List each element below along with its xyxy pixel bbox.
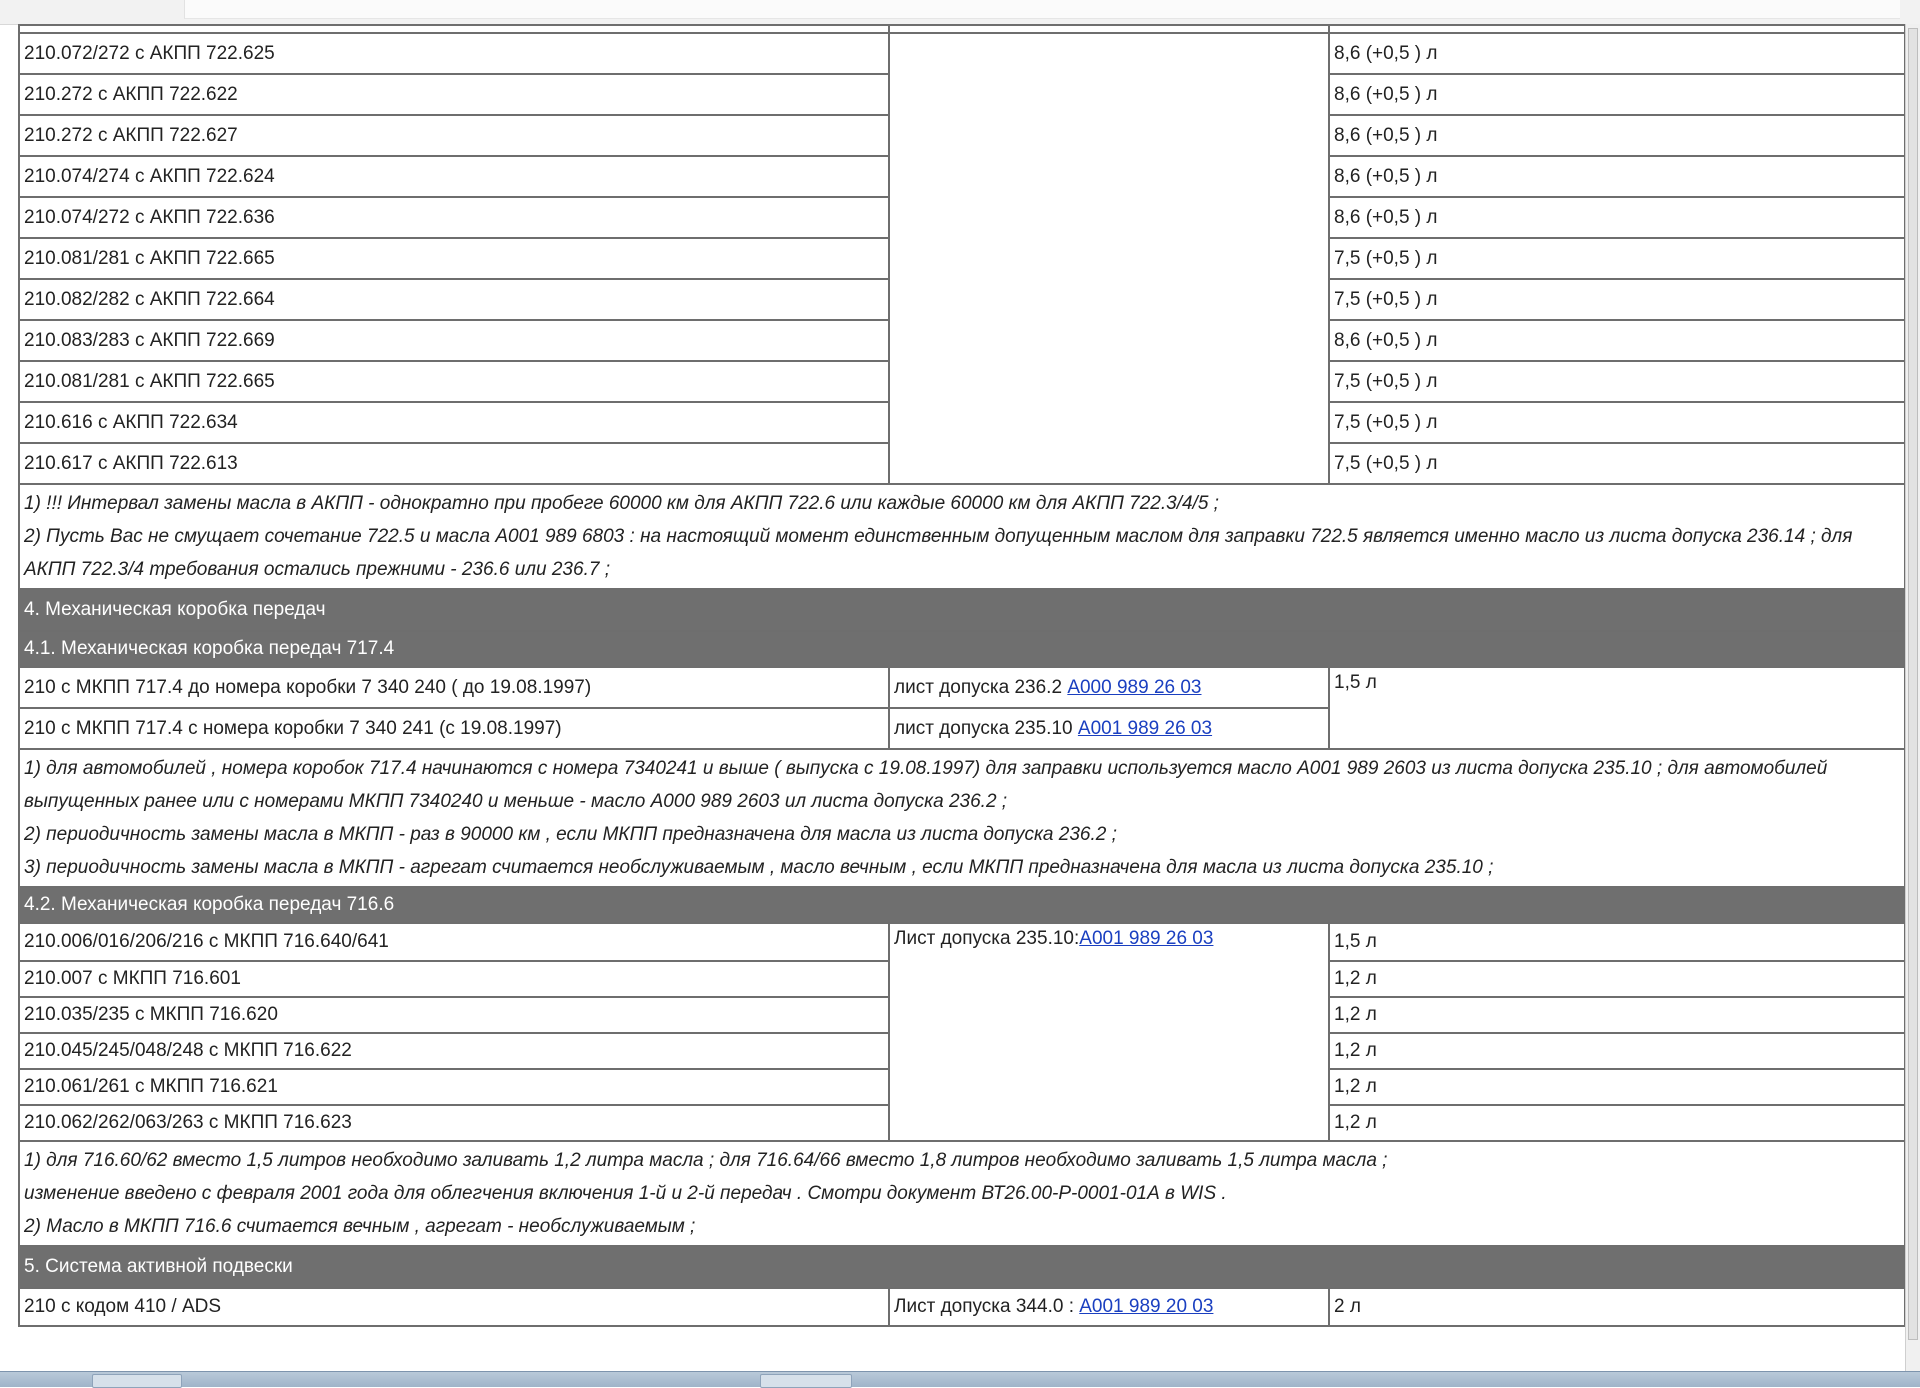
table-row — [19, 667, 1905, 708]
volume-cell: 1,5 л — [1329, 923, 1905, 961]
table-row — [19, 1288, 1905, 1326]
oil-spec-table — [18, 24, 1906, 1327]
approval-label: Лист допуска 235.10: — [894, 928, 1080, 949]
note-line: 2) периодичность замены масла в МКПП - раз в 90000 км , если МКПП предназначена для масла из листа допуска 236.2 ; — [24, 824, 1117, 845]
part-number-link[interactable]: А000 989 26 03 — [1067, 676, 1202, 698]
volume-cell: 1,2 л — [1329, 961, 1905, 997]
volume-cell: 1,2 л — [1329, 997, 1905, 1033]
model-cell: 210.083/283 с АКПП 722.669 — [19, 320, 889, 361]
model-cell: 210.272 с АКПП 722.622 — [19, 74, 889, 115]
section-4-1-title: 4.1. Механическая коробка передач 717.4 — [19, 631, 1905, 667]
model-cell: 210.081/281 с АКПП 722.665 — [19, 361, 889, 402]
approval-cell — [889, 1288, 1329, 1326]
table-row-partial — [19, 25, 1905, 33]
part-number-link[interactable]: А001 989 26 03 — [1077, 717, 1213, 739]
section-5-header-row — [19, 1246, 1905, 1288]
model-cell: 210.074/272 с АКПП 722.636 — [19, 197, 889, 238]
volume-cell: 8,6 (+0,5 ) л — [1329, 33, 1905, 74]
model-cell: 210.006/016/206/216 с МКПП 716.640/641 — [19, 923, 889, 961]
volume-cell: 1,2 л — [1329, 1069, 1905, 1105]
akpp-rows — [19, 33, 1905, 484]
section-4-2-title: 4.2. Механическая коробка передач 716.6 — [19, 887, 1905, 923]
model-cell: 210.062/262/063/263 с МКПП 716.623 — [19, 1105, 889, 1141]
vertical-scrollbar[interactable] — [1905, 24, 1920, 1372]
approval-cell — [889, 923, 1329, 1141]
volume-cell: 7,5 (+0,5 ) л — [1329, 443, 1905, 484]
table-row — [19, 923, 1905, 961]
table-row — [19, 33, 1905, 74]
volume-cell: 8,6 (+0,5 ) л — [1329, 320, 1905, 361]
model-cell: 210.616 с АКПП 722.634 — [19, 402, 889, 443]
section-4-1-notes-row — [19, 749, 1905, 887]
model-cell: 210.617 с АКПП 722.613 — [19, 443, 889, 484]
volume-cell: 8,6 (+0,5 ) л — [1329, 74, 1905, 115]
taskbar-button[interactable] — [760, 1374, 852, 1388]
section-4-2-notes-row — [19, 1141, 1905, 1246]
model-cell: 210 с МКПП 717.4 до номера коробки 7 340 240 ( до 19.08.1997) — [19, 667, 889, 708]
model-cell: 210.272 с АКПП 722.627 — [19, 115, 889, 156]
model-cell: 210 с МКПП 717.4 с номера коробки 7 340 241 (с 19.08.1997) — [19, 708, 889, 749]
akpp-notes — [19, 484, 1905, 589]
note-line: изменение введено с февраля 2001 года для облегчения включения 1-й и 2-й передач . Смотри документ ВТ26.00-Р-0001-01А в WIS . — [24, 1183, 1227, 1204]
part-number-link[interactable]: А001 989 20 03 — [1079, 1296, 1214, 1317]
approval-label: лист допуска 236.2 — [894, 676, 1068, 698]
akpp-notes-row — [19, 484, 1905, 589]
volume-cell: 7,5 (+0,5 ) л — [1329, 402, 1905, 443]
volume-cell: 1,2 л — [1329, 1105, 1905, 1141]
volume-cell: 7,5 (+0,5 ) л — [1329, 238, 1905, 279]
volume-cell: 8,6 (+0,5 ) л — [1329, 156, 1905, 197]
model-cell: 210.074/274 с АКПП 722.624 — [19, 156, 889, 197]
model-cell: 210.035/235 с МКПП 716.620 — [19, 997, 889, 1033]
part-number-link[interactable]: А001 989 26 03 — [1079, 928, 1214, 949]
volume-cell: 2 л — [1329, 1288, 1905, 1326]
model-cell: 210.007 с МКПП 716.601 — [19, 961, 889, 997]
note-line: 2) Пусть Вас не смущает сочетание 722.5 и масла А001 989 6803 : на настоящий момент единственным допущенным маслом для заправки 722.5 является именно масло из листа допуска 236.14 ; для АКПП 722.3/4 требования остались прежними - 236.6 или 236.7 ; — [24, 526, 1853, 580]
page-content — [18, 24, 1904, 1327]
model-cell: 210 с кодом 410 / ADS — [19, 1288, 889, 1326]
scrollbar-thumb[interactable] — [1908, 28, 1918, 1340]
note-line: 1) !!! Интервал замены масла в АКПП - однократно при пробеге 60000 км для АКПП 722.6 или каждые 60000 км для АКПП 722.3/4/5 ; — [24, 493, 1219, 514]
browser-toolbar — [0, 0, 1920, 25]
volume-cell: 7,5 (+0,5 ) л — [1329, 361, 1905, 402]
volume-cell: 7,5 (+0,5 ) л — [1329, 279, 1905, 320]
model-cell: 210.082/282 с АКПП 722.664 — [19, 279, 889, 320]
approval-label: Лист допуска 344.0 : — [894, 1296, 1080, 1317]
address-bar[interactable] — [184, 0, 1900, 19]
taskbar — [0, 1371, 1920, 1387]
section-4-2-header-row — [19, 887, 1905, 923]
volume-cell: 1,5 л — [1329, 667, 1905, 749]
section-4-header-row — [19, 589, 1905, 631]
volume-cell: 8,6 (+0,5 ) л — [1329, 115, 1905, 156]
model-cell: 210.061/261 с МКПП 716.621 — [19, 1069, 889, 1105]
note-line: 2) Масло в МКПП 716.6 считается вечным , агрегат - необслуживаемым ; — [24, 1216, 696, 1237]
approval-cell — [889, 667, 1329, 708]
section-4-1-header-row — [19, 631, 1905, 667]
note-line: 3) периодичность замены масла в МКПП - агрегат считается необслуживаемым , масло вечным , если МКПП предназначена для масла из листа допуска 235.10 ; — [24, 857, 1494, 878]
section-4-title: 4. Механическая коробка передач — [19, 589, 1905, 631]
volume-cell: 8,6 (+0,5 ) л — [1329, 197, 1905, 238]
note-line: 1) для 716.60/62 вместо 1,5 литров необходимо заливать 1,2 литра масла ; для 716.64/66 вместо 1,8 литров необходимо заливать 1,5 литра масла ; — [24, 1150, 1388, 1171]
section-4-1-notes — [19, 749, 1905, 887]
model-cell: 210.081/281 с АКПП 722.665 — [19, 238, 889, 279]
approval-cell — [889, 708, 1329, 749]
section-4-2-notes — [19, 1141, 1905, 1246]
note-line: 1) для автомобилей , номера коробок 717.4 начинаются с номера 7340241 и выше ( выпуска с 19.08.1997) для заправки используется масло А001 989 2603 из листа допуска 235.10 ; для автомобилей выпущенных ранее или с номерами МКПП 7340240 и меньше - масло А000 989 2603 ил листа допуска 236.2 ; — [24, 758, 1828, 812]
approval-label: лист допуска 235.10 — [894, 717, 1078, 739]
model-cell: 210.045/245/048/248 с МКПП 716.622 — [19, 1033, 889, 1069]
taskbar-button[interactable] — [92, 1374, 182, 1388]
volume-cell: 1,2 л — [1329, 1033, 1905, 1069]
mkpp-716-rows — [19, 923, 1905, 1141]
section-5-title: 5. Система активной подвески — [19, 1246, 1905, 1288]
model-cell: 210.072/272 с АКПП 722.625 — [19, 33, 889, 74]
approval-cell — [889, 33, 1329, 484]
